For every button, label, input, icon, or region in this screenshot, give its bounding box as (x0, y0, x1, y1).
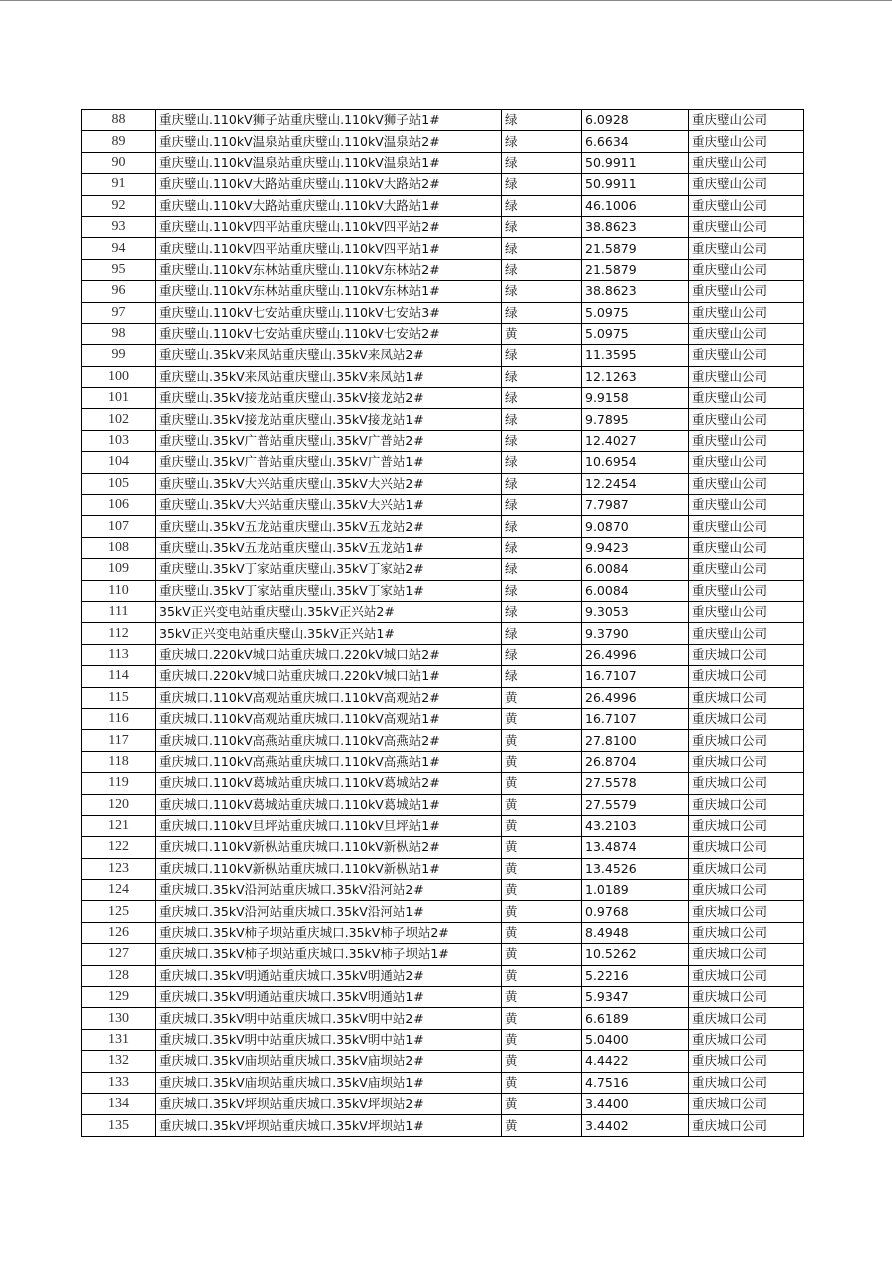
company-cell: 重庆城口公司 (689, 666, 804, 687)
table-row (82, 495, 804, 516)
status-color-cell: 黄 (502, 1051, 582, 1072)
row-number-cell: 100 (82, 366, 156, 387)
status-color-cell: 黄 (502, 1029, 582, 1050)
station-name-cell: 重庆城口.35kV沿河站重庆城口.35kV沿河站1# (156, 901, 502, 922)
value-cell: 9.3053 (582, 601, 689, 622)
status-color-cell: 黄 (502, 880, 582, 901)
row-number-cell: 115 (82, 687, 156, 708)
table-row (82, 323, 804, 344)
value-cell: 27.5578 (582, 773, 689, 794)
row-number-cell: 126 (82, 922, 156, 943)
table-row (82, 1029, 804, 1050)
value-cell: 27.5579 (582, 794, 689, 815)
status-color-cell: 绿 (502, 580, 582, 601)
table-row (82, 987, 804, 1008)
company-cell: 重庆城口公司 (689, 837, 804, 858)
row-number-cell: 99 (82, 345, 156, 366)
company-cell: 重庆璧山公司 (689, 409, 804, 430)
row-number-cell: 110 (82, 580, 156, 601)
value-cell: 10.6954 (582, 452, 689, 473)
value-cell: 50.9911 (582, 152, 689, 173)
status-color-cell: 绿 (502, 495, 582, 516)
table-row (82, 430, 804, 451)
status-color-cell: 黄 (502, 815, 582, 836)
station-name-cell: 重庆城口.35kV明通站重庆城口.35kV明通站1# (156, 987, 502, 1008)
value-cell: 11.3595 (582, 345, 689, 366)
status-color-cell: 黄 (502, 944, 582, 965)
station-name-cell: 重庆璧山.110kV七安站重庆璧山.110kV七安站2# (156, 323, 502, 344)
row-number-cell: 94 (82, 238, 156, 259)
station-name-cell: 重庆城口.35kV柿子坝站重庆城口.35kV柿子坝站1# (156, 944, 502, 965)
value-cell: 12.2454 (582, 473, 689, 494)
status-color-cell: 绿 (502, 345, 582, 366)
company-cell: 重庆城口公司 (689, 1008, 804, 1029)
station-name-cell: 重庆璧山.35kV广普站重庆璧山.35kV广普站1# (156, 452, 502, 473)
company-cell: 重庆城口公司 (689, 815, 804, 836)
value-cell: 12.1263 (582, 366, 689, 387)
station-name-cell: 重庆城口.110kV高观站重庆城口.110kV高观站1# (156, 708, 502, 729)
status-color-cell: 黄 (502, 901, 582, 922)
station-name-cell: 重庆璧山.35kV接龙站重庆璧山.35kV接龙站1# (156, 409, 502, 430)
table-row (82, 858, 804, 879)
status-color-cell: 黄 (502, 730, 582, 751)
company-cell: 重庆璧山公司 (689, 259, 804, 280)
value-cell: 4.7516 (582, 1072, 689, 1093)
company-cell: 重庆璧山公司 (689, 174, 804, 195)
company-cell: 重庆璧山公司 (689, 195, 804, 216)
company-cell: 重庆城口公司 (689, 1093, 804, 1114)
value-cell: 43.2103 (582, 815, 689, 836)
table-row (82, 644, 804, 665)
row-number-cell: 113 (82, 644, 156, 665)
row-number-cell: 125 (82, 901, 156, 922)
status-color-cell: 绿 (502, 238, 582, 259)
value-cell: 21.5879 (582, 238, 689, 259)
company-cell: 重庆城口公司 (689, 794, 804, 815)
row-number-cell: 106 (82, 495, 156, 516)
status-color-cell: 绿 (502, 559, 582, 580)
station-name-cell: 重庆璧山.110kV温泉站重庆璧山.110kV温泉站1# (156, 152, 502, 173)
table-row (82, 174, 804, 195)
status-color-cell: 黄 (502, 773, 582, 794)
table-row (82, 516, 804, 537)
table-row (82, 623, 804, 644)
status-color-cell: 绿 (502, 195, 582, 216)
table-row (82, 131, 804, 152)
row-number-cell: 92 (82, 195, 156, 216)
company-cell: 重庆城口公司 (689, 1115, 804, 1136)
status-color-cell: 绿 (502, 216, 582, 237)
company-cell: 重庆城口公司 (689, 708, 804, 729)
row-number-cell: 120 (82, 794, 156, 815)
station-name-cell: 35kV正兴变电站重庆璧山.35kV正兴站2# (156, 601, 502, 622)
row-number-cell: 89 (82, 131, 156, 152)
table-row (82, 388, 804, 409)
row-number-cell: 117 (82, 730, 156, 751)
table-row (82, 1115, 804, 1136)
table-row (82, 1008, 804, 1029)
table-row (82, 238, 804, 259)
company-cell: 重庆璧山公司 (689, 345, 804, 366)
company-cell: 重庆城口公司 (689, 1029, 804, 1050)
value-cell: 5.0400 (582, 1029, 689, 1050)
company-cell: 重庆璧山公司 (689, 495, 804, 516)
table-row (82, 366, 804, 387)
row-number-cell: 103 (82, 430, 156, 451)
status-color-cell: 黄 (502, 794, 582, 815)
company-cell: 重庆城口公司 (689, 1051, 804, 1072)
company-cell: 重庆城口公司 (689, 751, 804, 772)
table-row (82, 345, 804, 366)
status-color-cell: 绿 (502, 302, 582, 323)
company-cell: 重庆璧山公司 (689, 601, 804, 622)
value-cell: 6.6634 (582, 131, 689, 152)
table-row (82, 815, 804, 836)
company-cell: 重庆城口公司 (689, 922, 804, 943)
row-number-cell: 107 (82, 516, 156, 537)
value-cell: 26.4996 (582, 687, 689, 708)
station-name-cell: 重庆璧山.110kV大路站重庆璧山.110kV大路站2# (156, 174, 502, 195)
station-name-cell: 重庆城口.35kV庙坝站重庆城口.35kV庙坝站1# (156, 1072, 502, 1093)
status-color-cell: 黄 (502, 858, 582, 879)
table-row (82, 751, 804, 772)
company-cell: 重庆璧山公司 (689, 452, 804, 473)
value-cell: 13.4874 (582, 837, 689, 858)
row-number-cell: 101 (82, 388, 156, 409)
company-cell: 重庆璧山公司 (689, 302, 804, 323)
table-row (82, 409, 804, 430)
substation-table (81, 109, 804, 1137)
company-cell: 重庆城口公司 (689, 944, 804, 965)
value-cell: 8.4948 (582, 922, 689, 943)
station-name-cell: 重庆城口.35kV明中站重庆城口.35kV明中站1# (156, 1029, 502, 1050)
station-name-cell: 重庆城口.110kV高燕站重庆城口.110kV高燕站2# (156, 730, 502, 751)
value-cell: 9.7895 (582, 409, 689, 430)
value-cell: 7.7987 (582, 495, 689, 516)
status-color-cell: 绿 (502, 409, 582, 430)
station-name-cell: 重庆城口.110kV新枞站重庆城口.110kV新枞站2# (156, 837, 502, 858)
status-color-cell: 绿 (502, 174, 582, 195)
row-number-cell: 98 (82, 323, 156, 344)
company-cell: 重庆璧山公司 (689, 537, 804, 558)
station-name-cell: 重庆城口.35kV柿子坝站重庆城口.35kV柿子坝站2# (156, 922, 502, 943)
station-name-cell: 重庆璧山.35kV广普站重庆璧山.35kV广普站2# (156, 430, 502, 451)
table-row (82, 559, 804, 580)
row-number-cell: 123 (82, 858, 156, 879)
company-cell: 重庆城口公司 (689, 730, 804, 751)
row-number-cell: 96 (82, 281, 156, 302)
station-name-cell: 重庆城口.35kV沿河站重庆城口.35kV沿河站2# (156, 880, 502, 901)
value-cell: 0.9768 (582, 901, 689, 922)
status-color-cell: 绿 (502, 259, 582, 280)
status-color-cell: 绿 (502, 430, 582, 451)
row-number-cell: 132 (82, 1051, 156, 1072)
company-cell: 重庆璧山公司 (689, 238, 804, 259)
row-number-cell: 134 (82, 1093, 156, 1114)
table-row (82, 880, 804, 901)
row-number-cell: 88 (82, 110, 156, 131)
station-name-cell: 重庆璧山.110kV东林站重庆璧山.110kV东林站1# (156, 281, 502, 302)
table-row (82, 537, 804, 558)
value-cell: 9.9423 (582, 537, 689, 558)
value-cell: 6.0084 (582, 580, 689, 601)
station-name-cell: 重庆璧山.35kV大兴站重庆璧山.35kV大兴站2# (156, 473, 502, 494)
row-number-cell: 109 (82, 559, 156, 580)
status-color-cell: 绿 (502, 473, 582, 494)
value-cell: 6.0084 (582, 559, 689, 580)
status-color-cell: 绿 (502, 666, 582, 687)
station-name-cell: 重庆城口.35kV坪坝站重庆城口.35kV坪坝站1# (156, 1115, 502, 1136)
status-color-cell: 黄 (502, 708, 582, 729)
status-color-cell: 黄 (502, 987, 582, 1008)
table-row (82, 901, 804, 922)
company-cell: 重庆城口公司 (689, 987, 804, 1008)
table-row (82, 195, 804, 216)
station-name-cell: 重庆城口.110kV高燕站重庆城口.110kV高燕站1# (156, 751, 502, 772)
status-color-cell: 绿 (502, 537, 582, 558)
company-cell: 重庆城口公司 (689, 880, 804, 901)
row-number-cell: 102 (82, 409, 156, 430)
table-row (82, 152, 804, 173)
value-cell: 38.8623 (582, 281, 689, 302)
table-row (82, 452, 804, 473)
row-number-cell: 105 (82, 473, 156, 494)
company-cell: 重庆璧山公司 (689, 623, 804, 644)
status-color-cell: 绿 (502, 131, 582, 152)
row-number-cell: 121 (82, 815, 156, 836)
table-row (82, 1093, 804, 1114)
status-color-cell: 绿 (502, 366, 582, 387)
table-row (82, 944, 804, 965)
value-cell: 9.3790 (582, 623, 689, 644)
value-cell: 26.8704 (582, 751, 689, 772)
company-cell: 重庆璧山公司 (689, 323, 804, 344)
station-name-cell: 重庆城口.35kV坪坝站重庆城口.35kV坪坝站2# (156, 1093, 502, 1114)
station-name-cell: 重庆璧山.35kV接龙站重庆璧山.35kV接龙站2# (156, 388, 502, 409)
station-name-cell: 重庆璧山.110kV温泉站重庆璧山.110kV温泉站2# (156, 131, 502, 152)
station-name-cell: 重庆城口.35kV明中站重庆城口.35kV明中站2# (156, 1008, 502, 1029)
row-number-cell: 119 (82, 773, 156, 794)
station-name-cell: 重庆璧山.110kV狮子站重庆璧山.110kV狮子站1# (156, 110, 502, 131)
status-color-cell: 黄 (502, 1072, 582, 1093)
station-name-cell: 重庆璧山.35kV大兴站重庆璧山.35kV大兴站1# (156, 495, 502, 516)
company-cell: 重庆璧山公司 (689, 473, 804, 494)
table-row (82, 259, 804, 280)
row-number-cell: 116 (82, 708, 156, 729)
value-cell: 12.4027 (582, 430, 689, 451)
station-name-cell: 重庆璧山.35kV丁家站重庆璧山.35kV丁家站2# (156, 559, 502, 580)
row-number-cell: 95 (82, 259, 156, 280)
value-cell: 6.0928 (582, 110, 689, 131)
value-cell: 50.9911 (582, 174, 689, 195)
station-name-cell: 重庆璧山.110kV四平站重庆璧山.110kV四平站2# (156, 216, 502, 237)
value-cell: 5.2216 (582, 965, 689, 986)
row-number-cell: 124 (82, 880, 156, 901)
row-number-cell: 133 (82, 1072, 156, 1093)
row-number-cell: 90 (82, 152, 156, 173)
table-row (82, 794, 804, 815)
company-cell: 重庆璧山公司 (689, 580, 804, 601)
company-cell: 重庆璧山公司 (689, 281, 804, 302)
table-row (82, 580, 804, 601)
status-color-cell: 黄 (502, 323, 582, 344)
status-color-cell: 绿 (502, 152, 582, 173)
row-number-cell: 131 (82, 1029, 156, 1050)
value-cell: 38.8623 (582, 216, 689, 237)
row-number-cell: 135 (82, 1115, 156, 1136)
value-cell: 10.5262 (582, 944, 689, 965)
company-cell: 重庆璧山公司 (689, 152, 804, 173)
row-number-cell: 128 (82, 965, 156, 986)
row-number-cell: 122 (82, 837, 156, 858)
value-cell: 1.0189 (582, 880, 689, 901)
company-cell: 重庆城口公司 (689, 858, 804, 879)
value-cell: 3.4402 (582, 1115, 689, 1136)
status-color-cell: 绿 (502, 388, 582, 409)
table-row (82, 601, 804, 622)
status-color-cell: 黄 (502, 922, 582, 943)
company-cell: 重庆城口公司 (689, 687, 804, 708)
table-row (82, 965, 804, 986)
table-row (82, 1072, 804, 1093)
station-name-cell: 重庆璧山.35kV丁家站重庆璧山.35kV丁家站1# (156, 580, 502, 601)
status-color-cell: 黄 (502, 751, 582, 772)
station-name-cell: 重庆城口.110kV新枞站重庆城口.110kV新枞站1# (156, 858, 502, 879)
station-name-cell: 重庆城口.110kV旦坪站重庆城口.110kV旦坪站1# (156, 815, 502, 836)
station-name-cell: 重庆城口.220kV城口站重庆城口.220kV城口站1# (156, 666, 502, 687)
value-cell: 5.9347 (582, 987, 689, 1008)
row-number-cell: 114 (82, 666, 156, 687)
company-cell: 重庆城口公司 (689, 901, 804, 922)
value-cell: 26.4996 (582, 644, 689, 665)
row-number-cell: 130 (82, 1008, 156, 1029)
table-row (82, 687, 804, 708)
row-number-cell: 129 (82, 987, 156, 1008)
status-color-cell: 黄 (502, 1008, 582, 1029)
value-cell: 9.9158 (582, 388, 689, 409)
row-number-cell: 118 (82, 751, 156, 772)
station-name-cell: 重庆城口.110kV葛城站重庆城口.110kV葛城站2# (156, 773, 502, 794)
value-cell: 9.0870 (582, 516, 689, 537)
table-row (82, 473, 804, 494)
value-cell: 16.7107 (582, 666, 689, 687)
status-color-cell: 黄 (502, 965, 582, 986)
table-row (82, 110, 804, 131)
company-cell: 重庆璧山公司 (689, 430, 804, 451)
row-number-cell: 112 (82, 623, 156, 644)
row-number-cell: 104 (82, 452, 156, 473)
station-name-cell: 重庆璧山.35kV五龙站重庆璧山.35kV五龙站1# (156, 537, 502, 558)
station-name-cell: 重庆城口.110kV葛城站重庆城口.110kV葛城站1# (156, 794, 502, 815)
value-cell: 3.4400 (582, 1093, 689, 1114)
table-body (82, 110, 804, 1137)
status-color-cell: 黄 (502, 687, 582, 708)
company-cell: 重庆璧山公司 (689, 559, 804, 580)
table-row (82, 281, 804, 302)
status-color-cell: 黄 (502, 1115, 582, 1136)
station-name-cell: 重庆璧山.110kV四平站重庆璧山.110kV四平站1# (156, 238, 502, 259)
company-cell: 重庆城口公司 (689, 773, 804, 794)
company-cell: 重庆璧山公司 (689, 131, 804, 152)
value-cell: 46.1006 (582, 195, 689, 216)
row-number-cell: 97 (82, 302, 156, 323)
station-name-cell: 重庆璧山.35kV来凤站重庆璧山.35kV来凤站1# (156, 366, 502, 387)
company-cell: 重庆璧山公司 (689, 388, 804, 409)
station-name-cell: 重庆璧山.110kV七安站重庆璧山.110kV七安站3# (156, 302, 502, 323)
status-color-cell: 绿 (502, 601, 582, 622)
station-name-cell: 重庆城口.35kV庙坝站重庆城口.35kV庙坝站2# (156, 1051, 502, 1072)
row-number-cell: 108 (82, 537, 156, 558)
station-name-cell: 重庆璧山.110kV东林站重庆璧山.110kV东林站2# (156, 259, 502, 280)
status-color-cell: 绿 (502, 644, 582, 665)
value-cell: 5.0975 (582, 302, 689, 323)
company-cell: 重庆城口公司 (689, 965, 804, 986)
value-cell: 13.4526 (582, 858, 689, 879)
value-cell: 21.5879 (582, 259, 689, 280)
status-color-cell: 绿 (502, 623, 582, 644)
table-row (82, 730, 804, 751)
row-number-cell: 111 (82, 601, 156, 622)
row-number-cell: 91 (82, 174, 156, 195)
company-cell: 重庆璧山公司 (689, 110, 804, 131)
company-cell: 重庆城口公司 (689, 644, 804, 665)
company-cell: 重庆城口公司 (689, 1072, 804, 1093)
value-cell: 5.0975 (582, 323, 689, 344)
table-row (82, 1051, 804, 1072)
company-cell: 重庆璧山公司 (689, 516, 804, 537)
status-color-cell: 黄 (502, 1093, 582, 1114)
table-row (82, 773, 804, 794)
table-row (82, 922, 804, 943)
station-name-cell: 重庆城口.220kV城口站重庆城口.220kV城口站2# (156, 644, 502, 665)
row-number-cell: 93 (82, 216, 156, 237)
status-color-cell: 绿 (502, 281, 582, 302)
company-cell: 重庆璧山公司 (689, 366, 804, 387)
company-cell: 重庆璧山公司 (689, 216, 804, 237)
table-row (82, 216, 804, 237)
station-name-cell: 35kV正兴变电站重庆璧山.35kV正兴站1# (156, 623, 502, 644)
station-name-cell: 重庆城口.35kV明通站重庆城口.35kV明通站2# (156, 965, 502, 986)
table-row (82, 837, 804, 858)
station-name-cell: 重庆璧山.35kV来凤站重庆璧山.35kV来凤站2# (156, 345, 502, 366)
status-color-cell: 绿 (502, 110, 582, 131)
value-cell: 4.4422 (582, 1051, 689, 1072)
station-name-cell: 重庆璧山.110kV大路站重庆璧山.110kV大路站1# (156, 195, 502, 216)
status-color-cell: 黄 (502, 837, 582, 858)
value-cell: 27.8100 (582, 730, 689, 751)
station-name-cell: 重庆璧山.35kV五龙站重庆璧山.35kV五龙站2# (156, 516, 502, 537)
row-number-cell: 127 (82, 944, 156, 965)
table-row (82, 302, 804, 323)
station-name-cell: 重庆城口.110kV高观站重庆城口.110kV高观站2# (156, 687, 502, 708)
status-color-cell: 绿 (502, 516, 582, 537)
table-row (82, 708, 804, 729)
value-cell: 16.7107 (582, 708, 689, 729)
status-color-cell: 绿 (502, 452, 582, 473)
table-row (82, 666, 804, 687)
value-cell: 6.6189 (582, 1008, 689, 1029)
